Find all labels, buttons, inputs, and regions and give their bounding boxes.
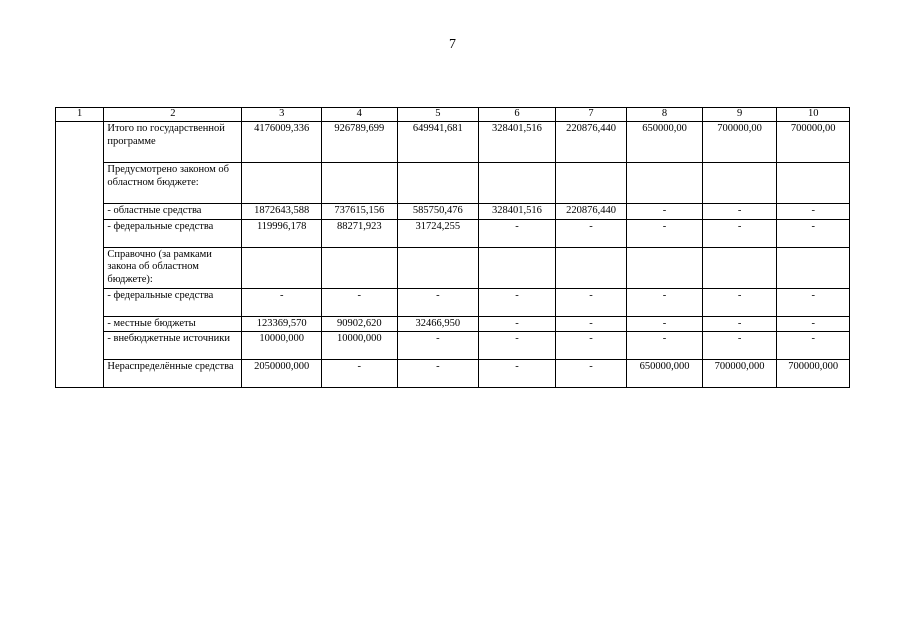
- row-label: Нераспределённые средства: [104, 360, 242, 388]
- table-cell: -: [627, 316, 703, 332]
- column-header: 9: [702, 108, 777, 122]
- table-cell: -: [627, 219, 703, 247]
- table-cell: 926789,699: [321, 122, 397, 163]
- table-cell: -: [777, 288, 850, 316]
- table-cell: [242, 163, 322, 204]
- table-cell: 328401,516: [479, 204, 556, 220]
- table-cell: [479, 163, 556, 204]
- table-cell: -: [479, 360, 556, 388]
- table-cell: [479, 247, 556, 288]
- table-cell: [627, 163, 703, 204]
- table-cell: 737615,156: [321, 204, 397, 220]
- table-cell: 4176009,336: [242, 122, 322, 163]
- table-cell: [397, 163, 479, 204]
- table-row: [56, 219, 850, 247]
- table-cell: 700000,00: [777, 122, 850, 163]
- table-cell: -: [777, 219, 850, 247]
- table-row: [56, 316, 850, 332]
- table-row: [56, 247, 850, 288]
- header-row: [56, 108, 850, 122]
- table-cell: [242, 247, 322, 288]
- table-cell: [627, 247, 703, 288]
- column-header: 4: [321, 108, 397, 122]
- table-cell: 10000,000: [242, 332, 322, 360]
- table-cell: 2050000,000: [242, 360, 322, 388]
- table-cell: -: [242, 288, 322, 316]
- table-cell: 32466,950: [397, 316, 479, 332]
- table-cell: -: [397, 288, 479, 316]
- table-cell: 90902,620: [321, 316, 397, 332]
- table-cell: -: [555, 360, 627, 388]
- table-cell: 88271,923: [321, 219, 397, 247]
- row-label: Предусмотрено законом об областном бюджете:: [104, 163, 242, 204]
- table-cell: 1872643,588: [242, 204, 322, 220]
- table-cell: [321, 247, 397, 288]
- budget-table: [55, 107, 850, 388]
- table-cell: 650000,000: [627, 360, 703, 388]
- table-cell: -: [702, 219, 777, 247]
- column-header: 7: [555, 108, 627, 122]
- merged-first-column-cell: [56, 122, 104, 388]
- table-cell: [321, 163, 397, 204]
- table-cell: -: [777, 316, 850, 332]
- table-cell: 220876,440: [555, 204, 627, 220]
- row-label: - внебюджетные источники: [104, 332, 242, 360]
- column-header: 10: [777, 108, 850, 122]
- table-row: [56, 204, 850, 220]
- table-cell: 119996,178: [242, 219, 322, 247]
- table-cell: 700000,000: [777, 360, 850, 388]
- table-cell: -: [777, 204, 850, 220]
- column-header: 1: [56, 108, 104, 122]
- table-cell: -: [321, 288, 397, 316]
- table-cell: -: [777, 332, 850, 360]
- table-cell: -: [702, 204, 777, 220]
- row-label: Итого по государственной программе: [104, 122, 242, 163]
- row-label: - местные бюджеты: [104, 316, 242, 332]
- table-cell: -: [702, 316, 777, 332]
- table-cell: -: [479, 219, 556, 247]
- row-label: - федеральные средства: [104, 219, 242, 247]
- row-label: Справочно (за рамками закона об областном бюджете):: [104, 247, 242, 288]
- column-header: 6: [479, 108, 556, 122]
- table-cell: [702, 163, 777, 204]
- table-cell: -: [479, 332, 556, 360]
- table-cell: -: [627, 332, 703, 360]
- table-cell: [397, 247, 479, 288]
- table-cell: -: [555, 288, 627, 316]
- table-cell: -: [627, 204, 703, 220]
- table-cell: -: [555, 316, 627, 332]
- table-cell: -: [555, 332, 627, 360]
- table-cell: [555, 247, 627, 288]
- table-cell: 220876,440: [555, 122, 627, 163]
- column-header: 8: [627, 108, 703, 122]
- table-cell: [777, 247, 850, 288]
- row-label: - областные средства: [104, 204, 242, 220]
- table-row: [56, 122, 850, 163]
- page-number: 7: [449, 37, 456, 52]
- table-cell: 700000,00: [702, 122, 777, 163]
- table-cell: 123369,570: [242, 316, 322, 332]
- table-cell: -: [702, 332, 777, 360]
- table-row: [56, 332, 850, 360]
- table-cell: -: [321, 360, 397, 388]
- table-cell: 328401,516: [479, 122, 556, 163]
- table-cell: -: [555, 219, 627, 247]
- table-cell: 585750,476: [397, 204, 479, 220]
- column-header: 5: [397, 108, 479, 122]
- table-cell: [555, 163, 627, 204]
- table-row: [56, 360, 850, 388]
- table-cell: -: [479, 288, 556, 316]
- table-cell: 10000,000: [321, 332, 397, 360]
- column-header: 3: [242, 108, 322, 122]
- table-cell: 650000,00: [627, 122, 703, 163]
- row-label: - федеральные средства: [104, 288, 242, 316]
- table-cell: -: [479, 316, 556, 332]
- table-cell: 31724,255: [397, 219, 479, 247]
- table-cell: -: [702, 288, 777, 316]
- table-row: [56, 163, 850, 204]
- table-cell: 700000,000: [702, 360, 777, 388]
- table-cell: -: [627, 288, 703, 316]
- table-cell: [702, 247, 777, 288]
- table-cell: -: [397, 360, 479, 388]
- table-row: [56, 288, 850, 316]
- table-cell: [777, 163, 850, 204]
- table-cell: 649941,681: [397, 122, 479, 163]
- table-cell: -: [397, 332, 479, 360]
- column-header: 2: [104, 108, 242, 122]
